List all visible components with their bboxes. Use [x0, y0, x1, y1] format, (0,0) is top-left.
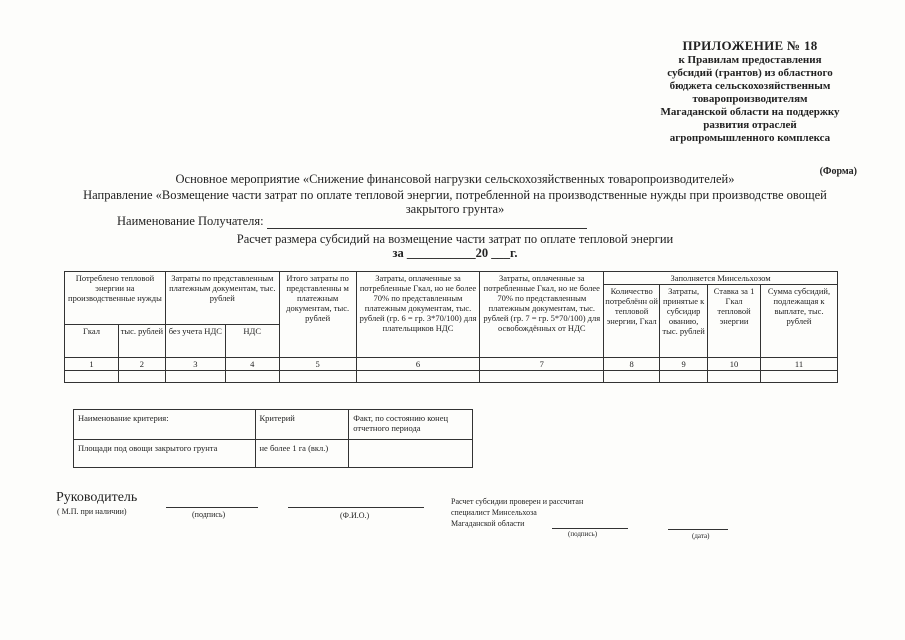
criteria-header-fact: Факт, по состоянию конец отчетного периода [349, 410, 473, 440]
checked-date-line[interactable] [668, 528, 728, 530]
table-cell[interactable] [660, 371, 708, 383]
table-cell[interactable] [761, 371, 838, 383]
header-qty: Количество потреблённ ой тепловой энергии, Гкал [604, 285, 660, 358]
col-number: 5 [279, 358, 356, 371]
header-rub: тыс. рублей [118, 325, 165, 358]
recipient-label: Наименование Получателя: [117, 214, 264, 228]
appendix-line: агропромышленного комплекса [669, 132, 831, 144]
appendix-line: товаропроизводителям [692, 93, 808, 105]
table-cell[interactable] [279, 371, 356, 383]
criteria-table [73, 409, 473, 468]
checked-line: Магаданской области [451, 519, 525, 528]
checked-line: специалист Минсельхоза [451, 508, 537, 517]
appendix-line: бюджета сельскохозяйственным [669, 80, 831, 92]
subsidy-table [64, 271, 838, 383]
appendix-line: субсидий (грантов) из областного [667, 67, 833, 79]
col-number: 8 [604, 358, 660, 371]
header-sum: Сумма субсидий, подлежащая к выплате, тыс. рублей [761, 285, 838, 358]
col-number: 6 [356, 358, 480, 371]
table-cell[interactable] [118, 371, 165, 383]
appendix-line: Магаданской области на поддержку [660, 106, 840, 118]
col-number: 11 [761, 358, 838, 371]
col-number: 3 [165, 358, 225, 371]
criteria-row-fact[interactable] [349, 440, 473, 468]
appendix-title: ПРИЛОЖЕНИЕ № 18 [682, 38, 818, 53]
col-number: 10 [708, 358, 761, 371]
col-number: 1 [65, 358, 119, 371]
table-cell[interactable] [225, 371, 279, 383]
recipient-row [117, 214, 587, 229]
header-paid-nds: Затраты, оплаченные за потребленные Гкал, но не более 70% по представленным платежным документам, тыс. рублей (гр. 6 = гр. 3*70/100) для плательщиков НДС [356, 272, 480, 358]
checked-block [451, 496, 583, 529]
header-nds: НДС [225, 325, 279, 358]
table-cell[interactable] [165, 371, 225, 383]
header-rate: Ставка за 1 Гкал тепловой энергии [708, 285, 761, 358]
head-title: Руководитель [56, 490, 138, 505]
criteria-row-name: Площади под овощи закрытого грунта [74, 440, 256, 468]
criteria-header-crit: Критерий [255, 410, 349, 440]
head-sign-label: (подпись) [192, 510, 226, 519]
col-number: 7 [480, 358, 604, 371]
header-gcal: Гкал [65, 325, 119, 358]
appendix-line: к Правилам предоставления [678, 54, 822, 66]
criteria-row-crit: не более 1 га (вкл.) [255, 440, 349, 468]
col-number: 2 [118, 358, 165, 371]
head-sign-line[interactable] [166, 506, 258, 508]
header-paid-free: Затраты, оплаченные за потребленные Гкал, но не более 70% по представленным платежным документам, тыс. рублей (гр. 7 = гр. 5*70/100) для освобождённых от НДС [480, 272, 604, 358]
header-consumed: Потреблено тепловой энергии на производственные нужды [65, 272, 166, 325]
appendix-line: развития отраслей [703, 119, 797, 131]
head-mp: ( М.П. при наличии) [57, 507, 127, 516]
table-cell[interactable] [604, 371, 660, 383]
calc-title: Расчет размера субсидий на возмещение части затрат по оплате тепловой энергии [236, 232, 674, 246]
table-cell[interactable] [356, 371, 480, 383]
head-fio-label: (Ф.И.О.) [340, 511, 370, 520]
table-cell[interactable] [65, 371, 119, 383]
head-fio-line[interactable] [288, 506, 424, 508]
header-wo-nds: без учета НДС [165, 325, 225, 358]
recipient-field[interactable] [267, 216, 587, 229]
appendix-header [640, 38, 860, 145]
col-number: 9 [660, 358, 708, 371]
table-row [65, 371, 838, 383]
col-number: 4 [225, 358, 279, 371]
checked-date-label: (дата) [692, 532, 710, 540]
table-cell[interactable] [480, 371, 604, 383]
checked-sign-label: (подпись) [568, 530, 598, 538]
checked-line: Расчет субсидии проверен и рассчитан [451, 497, 584, 506]
form-label: (Форма) [819, 166, 857, 177]
header-costs: Затраты по представленным платежным документам, тыс. рублей [165, 272, 279, 325]
main-activity: Основное мероприятие «Снижение финансовой нагрузки сельскохозяйственных товаропроизводителей» [175, 172, 735, 186]
checked-sign-line[interactable] [552, 527, 628, 529]
header-ministry: Заполняется Минсельхозом [604, 272, 838, 285]
header-accepted: Затраты, принятые к субсидир ованию, тыс. рублей [660, 285, 708, 358]
direction: Направление «Возмещение части затрат по оплате тепловой энергии, потребленной на производственные нужды при производстве овощей закрытого грунта» [83, 188, 827, 216]
criteria-header-name: Наименование критерия: [74, 410, 256, 440]
table-cell[interactable] [708, 371, 761, 383]
header-total: Итого затраты по представленны м платежным документам, тыс. рублей [279, 272, 356, 358]
period: за ___________20 ___г. [392, 246, 518, 260]
